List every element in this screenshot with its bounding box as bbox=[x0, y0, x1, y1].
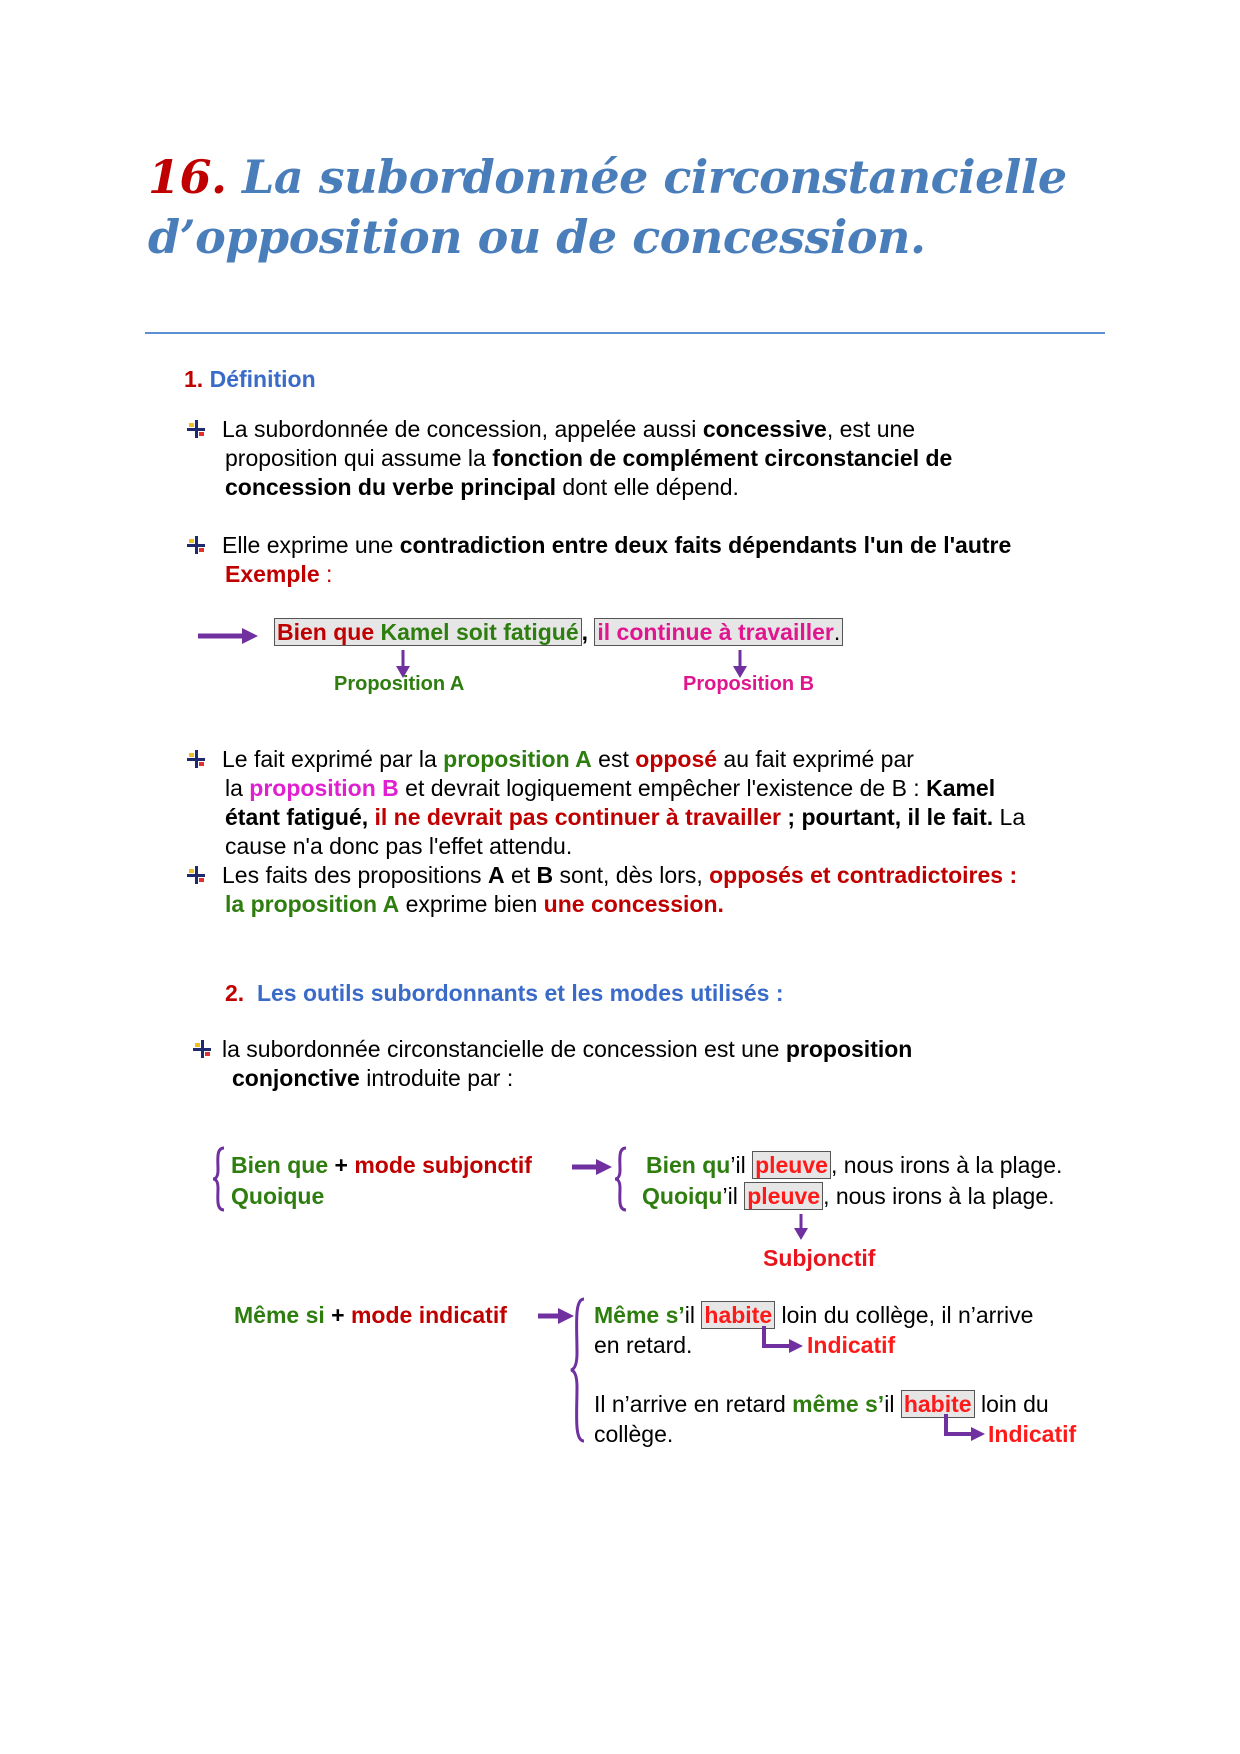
arrow-down-icon bbox=[794, 1214, 808, 1242]
section2-heading bbox=[225, 980, 784, 1007]
example-proposition-a: Bien que Kamel soit fatigué bbox=[274, 618, 582, 646]
row2-example2-line2: collège. bbox=[594, 1421, 674, 1447]
row1-left-line1: Bien que + mode subjonctif bbox=[231, 1152, 532, 1178]
example-proposition-b: il continue à travailler. bbox=[594, 618, 843, 646]
s1-bullet4-line1: Les faits des propositions A et B sont, dès lors, opposés et contradictoires : bbox=[222, 862, 1018, 888]
s1-example-label: Exemple : bbox=[225, 561, 333, 587]
section2-title: Les outils subordonnants et les modes utilisés : bbox=[256, 980, 784, 1006]
arrow-right-icon bbox=[538, 1306, 574, 1326]
verb-habite-1: habite bbox=[701, 1301, 775, 1329]
row2-example1-line2: en retard. bbox=[594, 1332, 693, 1358]
verb-pleuve-2: pleuve bbox=[744, 1182, 823, 1210]
bullet-icon bbox=[186, 535, 206, 555]
s1-bullet2-line1: Elle exprime une contradiction entre deux faits dépendants l'un de l'autre bbox=[222, 532, 1012, 558]
elbow-arrow-icon bbox=[761, 1326, 805, 1356]
section1-heading bbox=[184, 366, 316, 393]
s2-bullet1-line2: conjonctive introduite par : bbox=[232, 1065, 514, 1091]
title-line2: d’opposition ou de concession. bbox=[148, 210, 926, 264]
row1-example2: Quoiqu’il pleuve , nous irons à la plage. bbox=[642, 1183, 1055, 1209]
bullet-icon bbox=[192, 1039, 212, 1059]
s1-bullet3-line2: la proposition B et devrait logiquement empêcher l'existence de B : Kamel bbox=[225, 775, 996, 801]
section2-number: 2. bbox=[225, 980, 245, 1006]
bullet-icon bbox=[186, 865, 206, 885]
brace-icon bbox=[614, 1146, 628, 1212]
s1-bullet3-line1: Le fait exprimé par la proposition A est opposé au fait exprimé par bbox=[222, 746, 914, 772]
s1-bullet1-line2: proposition qui assume la fonction de complément circonstanciel de bbox=[225, 445, 953, 471]
label-proposition-a: Proposition A bbox=[334, 673, 465, 695]
s2-bullet1-line1: la subordonnée circonstancielle de concession est une proposition bbox=[222, 1036, 913, 1062]
title-line1: La subordonnée circonstancielle bbox=[242, 150, 1067, 204]
section1-title: Définition bbox=[209, 366, 316, 392]
s1-bullet1-line1: La subordonnée de concession, appelée aussi concessive, est une bbox=[222, 416, 916, 442]
brace-icon bbox=[570, 1297, 586, 1443]
row2-example2-line1: Il n’arrive en retard même s’il habite loin du bbox=[594, 1391, 1049, 1417]
bullet-icon bbox=[186, 749, 206, 769]
elbow-arrow-icon bbox=[943, 1414, 987, 1444]
brace-icon bbox=[212, 1146, 226, 1212]
s1-bullet1-line3: concession du verbe principal dont elle dépend. bbox=[225, 474, 739, 500]
s1-bullet3-line4: cause n'a donc pas l'effet attendu. bbox=[225, 833, 573, 859]
section1-number: 1. bbox=[184, 366, 204, 392]
verb-habite-2: habite bbox=[901, 1390, 975, 1418]
row1-left-line2: Quoique bbox=[231, 1183, 325, 1209]
s1-bullet3-line3: étant fatigué, il ne devrait pas continuer à travailler ; pourtant, il le fait. La bbox=[225, 804, 1026, 830]
page-title bbox=[148, 150, 1067, 204]
mode-indicatif-label-2: Indicatif bbox=[988, 1421, 1077, 1447]
arrow-right-icon bbox=[572, 1157, 612, 1177]
title-number: 16. bbox=[148, 150, 227, 204]
bullet-icon bbox=[186, 419, 206, 439]
mode-subjonctif-label: Subjonctif bbox=[763, 1245, 876, 1271]
s1-bullet4-line2: la proposition A exprime bien une concession. bbox=[225, 891, 724, 917]
label-proposition-b: Proposition B bbox=[683, 673, 815, 695]
title-divider bbox=[145, 332, 1105, 334]
verb-pleuve-1: pleuve bbox=[752, 1151, 831, 1179]
row2-example1-line1: Même s’il habite loin du collège, il n’arrive bbox=[594, 1302, 1034, 1328]
mode-indicatif-label-1: Indicatif bbox=[807, 1332, 896, 1358]
arrow-right-icon bbox=[198, 626, 260, 646]
row2-left: Même si + mode indicatif bbox=[234, 1302, 507, 1328]
example-sentence: Bien que Kamel soit fatigué , il continue à travailler. bbox=[274, 619, 843, 646]
row1-example1: Bien qu’il pleuve , nous irons à la plage. bbox=[646, 1152, 1063, 1178]
